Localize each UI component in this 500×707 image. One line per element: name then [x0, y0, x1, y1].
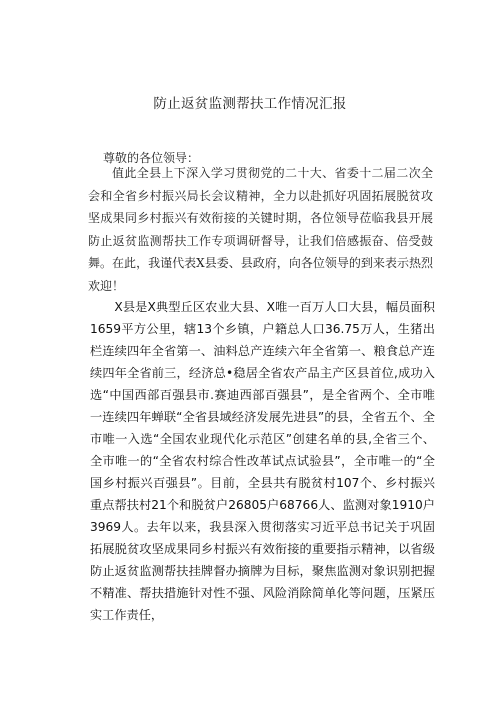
salutation: 尊敬的各位领导： [103, 151, 200, 165]
body-paragraph [90, 296, 435, 626]
body-paragraph-text: X县是X典型丘区农业大县、X唯一百万人口大县，幅员面积1659平方公里，辖13个乡镇，户籍总人口36.75万人，生猪出栏连续四年全省第一、油料总产连续六年全省第一、粮食总产连续四年全省前三，经济总•稳居全省农产品主产区县首位,成功入选“中国西部百强县市.赛迪西部百强县”，是全省两个、全市唯一连续四年蝉联“全省县域经济发展先进县”的县，全省五个、全市唯一入选“全国农业现代化示范区”创建名单的县,全省三个、全市唯一的“全省农村综合性改革试点试验县”，全市唯一的“全国乡村振兴百强县”。目前，全县共有脱贫村107个、乡村振兴重点帮扶村21个和脱贫户26805户68766人、监测对象1910户3969人。去年以来，我县深入贯彻落实习近平总书记关于巩固拓展脱贫攻坚成果同乡村振兴有效衔接的重要指示精神，以省级防止返贫监测帮扶挂牌督办摘牌为目标，聚焦监测对象识别把握不精准、帮扶措施针对性不强、风险消除简单化等问题，压紧压实工作责任， [90, 300, 435, 622]
welcome-paragraph [88, 162, 433, 297]
document-title: 防止返贫监测帮扶工作情况汇报 [153, 96, 347, 112]
welcome-paragraph-text: 值此全县上下深入学习贯彻党的二十大、省委十二届二次全会和全省乡村振兴局长会议精神，全力以赴抓好巩固拓展脱贫攻坚成果同乡村振兴有效衔接的关键时期，各位领导莅临我县开展防止返贫监测帮扶工作专项调研督导，让我们倍感振奋、倍受鼓舞。在此，我谨代表X县委、县政府，向各位领导的到来表示热烈欢迎！ [88, 166, 433, 293]
